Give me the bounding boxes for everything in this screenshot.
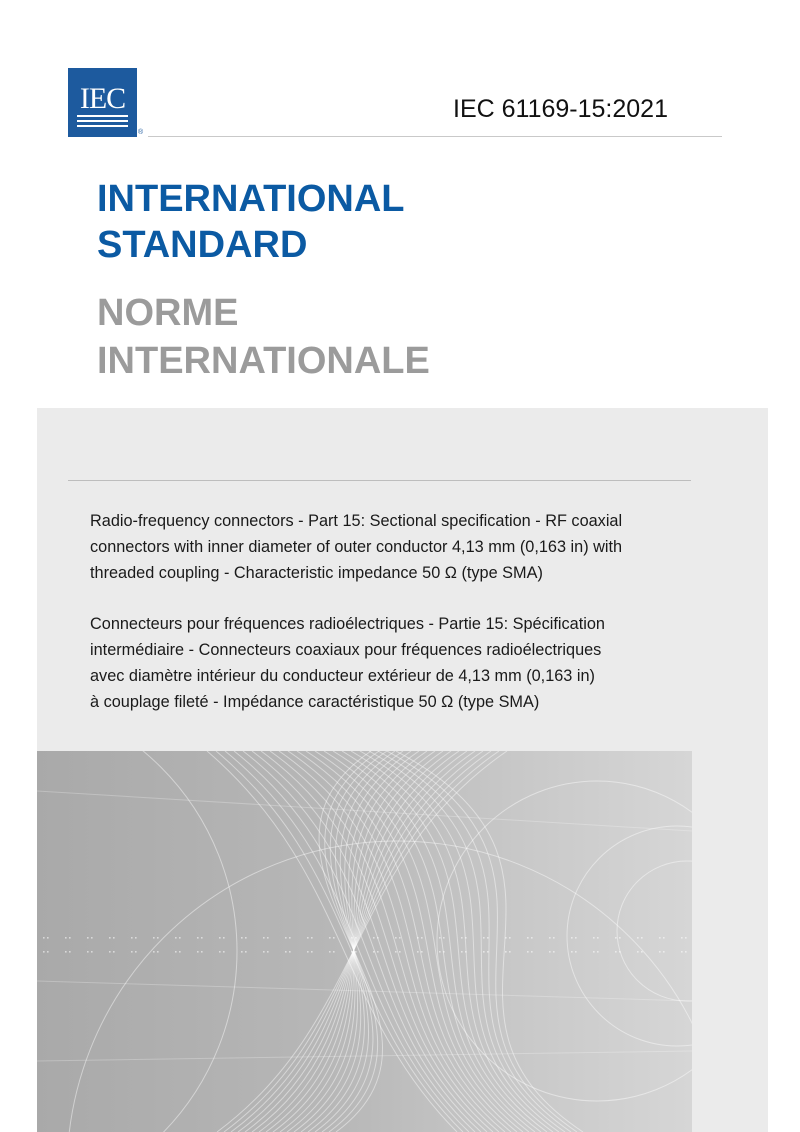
art-dot xyxy=(245,951,247,953)
art-dot xyxy=(615,937,617,939)
art-dot xyxy=(531,937,533,939)
art-dot xyxy=(69,951,71,953)
art-dot xyxy=(219,951,221,953)
art-dot xyxy=(641,951,643,953)
art-dot xyxy=(663,951,665,953)
logo-text: IEC xyxy=(79,82,126,115)
header-divider xyxy=(148,136,722,137)
art-dot xyxy=(285,951,287,953)
art-dot xyxy=(593,951,595,953)
art-dot xyxy=(355,951,357,953)
art-dot xyxy=(377,951,379,953)
art-dot xyxy=(87,951,89,953)
panel-divider xyxy=(68,480,691,481)
art-dot xyxy=(553,937,555,939)
art-dot xyxy=(421,937,423,939)
art-dot xyxy=(307,951,309,953)
description-french-line: avec diamètre intérieur du conducteur extérieur de 4,13 mm (0,163 in) xyxy=(90,667,595,685)
art-dot xyxy=(131,937,133,939)
art-dot xyxy=(417,937,419,939)
art-dot xyxy=(91,951,93,953)
art-dot xyxy=(307,937,309,939)
art-dot xyxy=(329,937,331,939)
art-dot xyxy=(179,937,181,939)
art-dot xyxy=(263,951,265,953)
art-dot xyxy=(553,951,555,953)
art-dot xyxy=(465,937,467,939)
art-dot xyxy=(179,951,181,953)
art-dot xyxy=(311,951,313,953)
art-dot xyxy=(439,951,441,953)
cover-artwork xyxy=(37,751,692,1132)
art-dot xyxy=(461,937,463,939)
art-dot xyxy=(351,937,353,939)
art-dot xyxy=(443,937,445,939)
art-dot xyxy=(527,951,529,953)
art-dot xyxy=(483,951,485,953)
art-dot xyxy=(575,951,577,953)
document-number: IEC 61169-15:2021 xyxy=(453,95,668,123)
art-dot xyxy=(65,937,67,939)
art-dot xyxy=(597,937,599,939)
art-dot xyxy=(311,937,313,939)
art-dot xyxy=(571,937,573,939)
art-dot xyxy=(509,937,511,939)
art-dot xyxy=(175,937,177,939)
art-dot xyxy=(289,951,291,953)
art-dot xyxy=(223,937,225,939)
art-dot xyxy=(267,937,269,939)
art-dot xyxy=(245,937,247,939)
art-dot xyxy=(575,937,577,939)
art-dot xyxy=(157,937,159,939)
art-dot xyxy=(659,951,661,953)
art-dot xyxy=(241,937,243,939)
art-dot xyxy=(571,951,573,953)
art-dot xyxy=(285,937,287,939)
art-dot xyxy=(681,951,683,953)
art-dot xyxy=(685,951,687,953)
title-french xyxy=(97,289,430,385)
art-dot xyxy=(351,951,353,953)
title-french-line1: NORME xyxy=(97,292,239,334)
art-dot xyxy=(395,951,397,953)
art-dot xyxy=(329,951,331,953)
art-dot xyxy=(373,937,375,939)
art-dot xyxy=(333,937,335,939)
art-dot xyxy=(549,951,551,953)
registered-mark: ® xyxy=(138,129,144,136)
art-dot xyxy=(333,951,335,953)
art-dot xyxy=(593,937,595,939)
art-dot xyxy=(421,951,423,953)
art-dot xyxy=(487,951,489,953)
description-french xyxy=(90,611,690,715)
art-dot xyxy=(465,951,467,953)
title-english xyxy=(97,176,405,268)
art-dot xyxy=(135,937,137,939)
art-dot xyxy=(373,951,375,953)
art-dot xyxy=(619,951,621,953)
art-dot xyxy=(439,937,441,939)
art-dot xyxy=(289,937,291,939)
description-french-line: Connecteurs pour fréquences radioélectriques - Partie 15: Spécification xyxy=(90,615,605,633)
art-dot xyxy=(659,937,661,939)
iec-logo xyxy=(68,68,137,137)
description-english-line: threaded coupling - Characteristic impedance 50 Ω (type SMA) xyxy=(90,564,543,582)
art-dot xyxy=(685,937,687,939)
title-french-line2: INTERNATIONALE xyxy=(97,340,430,382)
art-dot xyxy=(509,951,511,953)
art-dot xyxy=(637,937,639,939)
art-dot xyxy=(443,951,445,953)
art-dot xyxy=(197,951,199,953)
art-dot xyxy=(43,951,45,953)
art-dot xyxy=(549,937,551,939)
art-dot xyxy=(267,951,269,953)
art-dot xyxy=(527,937,529,939)
art-dot xyxy=(47,951,49,953)
art-dot xyxy=(597,951,599,953)
art-dot xyxy=(505,937,507,939)
art-dot xyxy=(377,937,379,939)
art-dot xyxy=(487,937,489,939)
art-dot xyxy=(241,951,243,953)
description-english xyxy=(90,508,690,586)
art-dot xyxy=(483,937,485,939)
description-english-line: connectors with inner diameter of outer conductor 4,13 mm (0,163 in) with xyxy=(90,538,623,556)
art-dot xyxy=(43,937,45,939)
art-dot xyxy=(399,951,401,953)
title-english-line1: INTERNATIONAL xyxy=(97,178,405,220)
art-dot xyxy=(113,937,115,939)
art-dot xyxy=(417,951,419,953)
art-dot xyxy=(91,937,93,939)
art-dot xyxy=(157,951,159,953)
title-english-line2: STANDARD xyxy=(97,224,308,266)
art-dot xyxy=(175,951,177,953)
art-dot xyxy=(663,937,665,939)
art-dot xyxy=(395,937,397,939)
art-dot xyxy=(87,937,89,939)
art-dot xyxy=(641,937,643,939)
art-dot xyxy=(109,951,111,953)
art-dot xyxy=(399,937,401,939)
art-dot xyxy=(219,937,221,939)
art-dot xyxy=(201,937,203,939)
art-dot xyxy=(113,951,115,953)
description-french-line: à couplage fileté - Impédance caractéristique 50 Ω (type SMA) xyxy=(90,693,540,711)
art-dot xyxy=(109,937,111,939)
art-dot xyxy=(355,937,357,939)
art-dot xyxy=(461,951,463,953)
art-dot xyxy=(201,951,203,953)
art-dot xyxy=(153,937,155,939)
description-english-line: Radio-frequency connectors - Part 15: Sectional specification - RF coaxial xyxy=(90,512,623,530)
art-dot xyxy=(47,937,49,939)
art-dot xyxy=(263,937,265,939)
art-dot xyxy=(65,951,67,953)
art-dot xyxy=(637,951,639,953)
description-french-line: intermédiaire - Connecteurs coaxiaux pour fréquences radioélectriques xyxy=(90,641,602,659)
art-dot xyxy=(135,951,137,953)
art-dot xyxy=(153,951,155,953)
art-dot xyxy=(615,951,617,953)
art-dot xyxy=(131,951,133,953)
art-dot xyxy=(197,937,199,939)
art-dot xyxy=(505,951,507,953)
art-dot xyxy=(619,937,621,939)
art-dot xyxy=(223,951,225,953)
art-dot xyxy=(681,937,683,939)
art-dot xyxy=(69,937,71,939)
art-dot xyxy=(531,951,533,953)
